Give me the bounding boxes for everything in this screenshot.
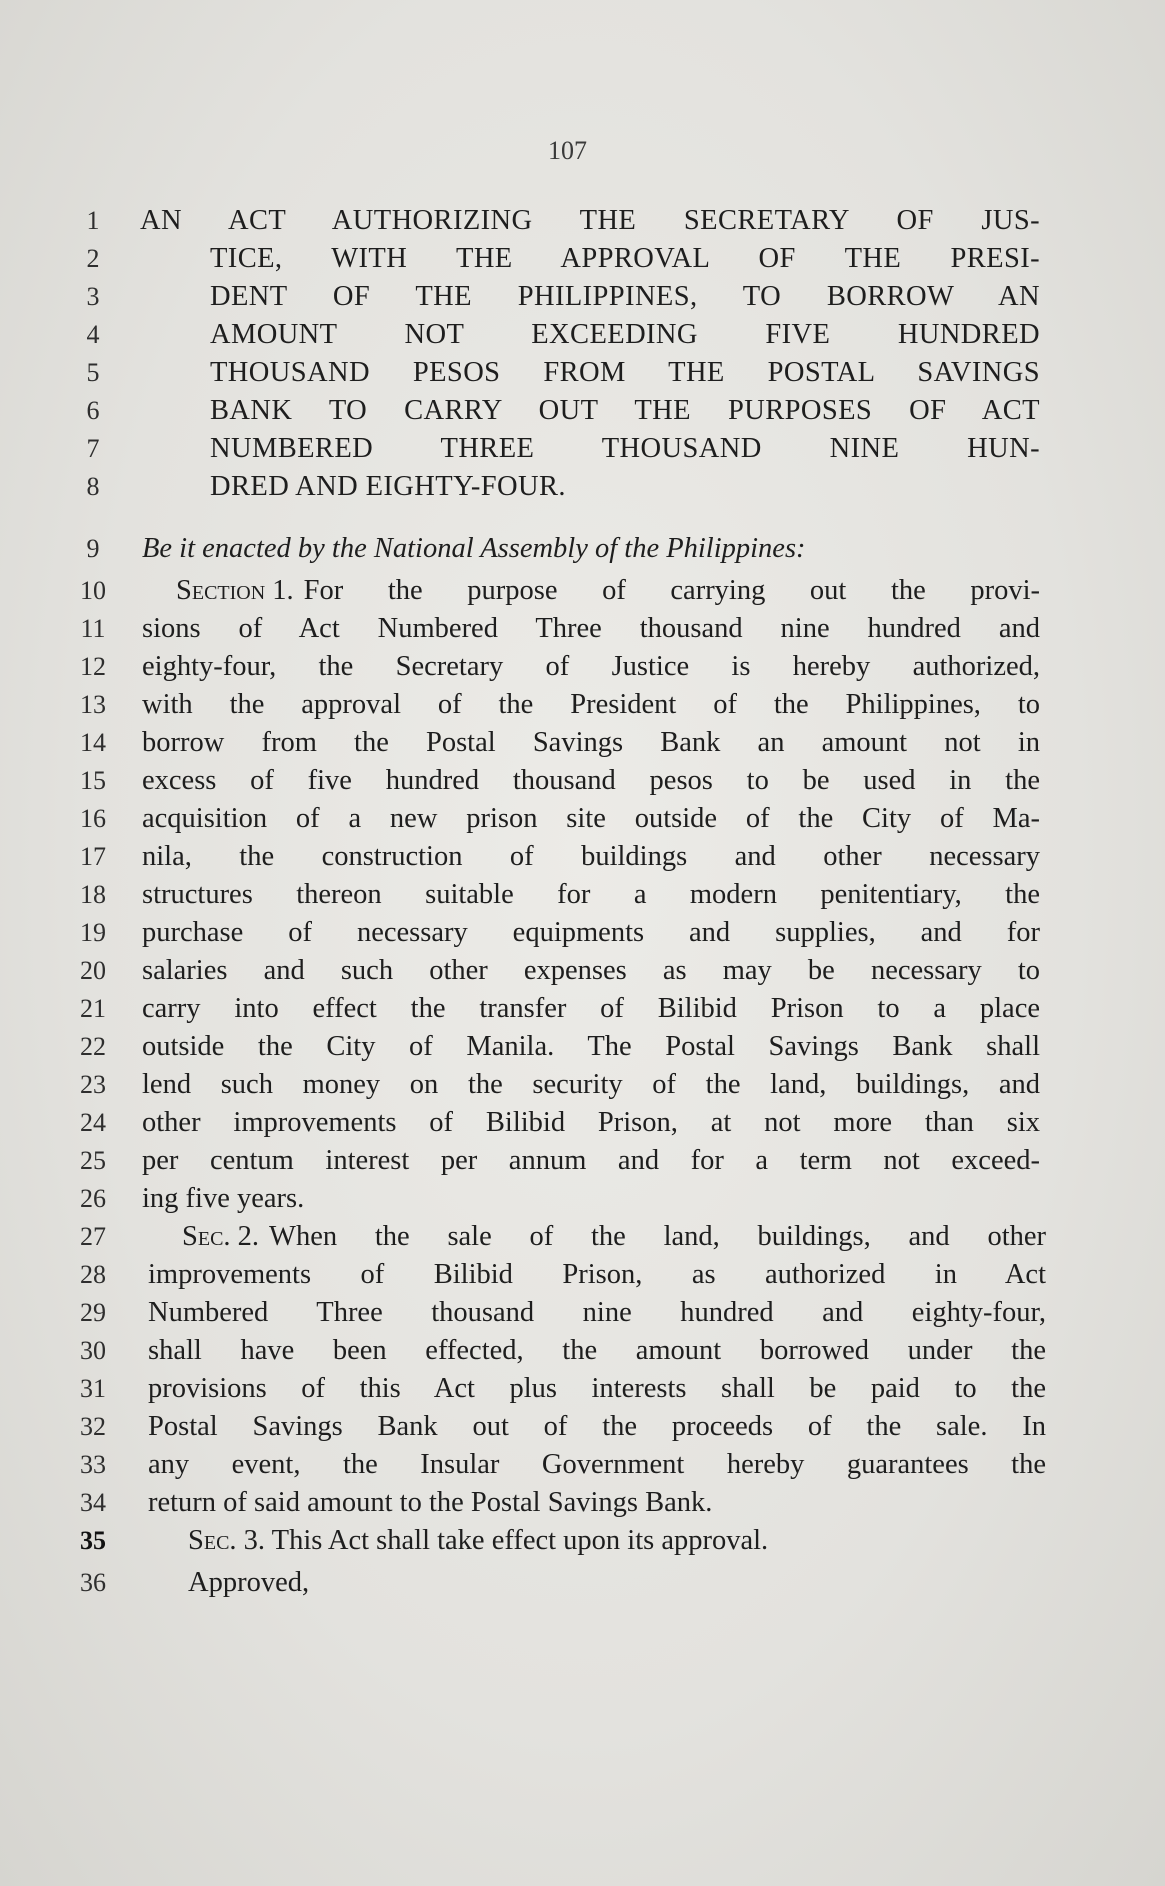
act-title-line: DRED AND EIGHTY-FOUR. bbox=[210, 471, 566, 502]
section-1-line: other improvements of Bilibid Prison, at not more than six bbox=[142, 1107, 1040, 1138]
section-1-line: per centum interest per annum and for a term not exceed- bbox=[142, 1145, 1040, 1176]
line-number: 31 bbox=[80, 1374, 106, 1403]
act-title-line: BANK TO CARRY OUT THE PURPOSES OF ACT bbox=[210, 395, 1040, 426]
section-2-line: Postal Savings Bank out of the proceeds of the sale. In bbox=[148, 1411, 1046, 1442]
line-number: 23 bbox=[80, 1070, 106, 1099]
line-number: 5 bbox=[86, 358, 100, 387]
line-number: 30 bbox=[80, 1336, 106, 1365]
section-1-line: borrow from the Postal Savings Bank an amount not in bbox=[142, 727, 1040, 758]
line-number: 17 bbox=[80, 842, 106, 871]
line-number: 16 bbox=[80, 804, 106, 833]
line-number: 34 bbox=[80, 1488, 106, 1517]
line-number: 8 bbox=[86, 472, 100, 501]
line-number: 4 bbox=[86, 320, 100, 349]
act-title-line: AMOUNT NOT EXCEEDING FIVE HUNDRED bbox=[210, 319, 1040, 350]
section-2-line: Numbered Three thousand nine hundred and eighty-four, bbox=[148, 1297, 1046, 1328]
section-1-line: purchase of necessary equipments and supplies, and for bbox=[142, 917, 1040, 948]
act-title-line: AN ACT AUTHORIZING THE SECRETARY OF JUS- bbox=[140, 205, 1040, 236]
section-1-text: For the purpose of carrying out the provi- bbox=[303, 575, 1040, 606]
line-number: 33 bbox=[80, 1450, 106, 1479]
section-1-first-line bbox=[176, 572, 1040, 610]
line-number: 22 bbox=[80, 1032, 106, 1061]
section-1-line: salaries and such other expenses as may be necessary to bbox=[142, 955, 1040, 986]
line-number: 14 bbox=[80, 728, 106, 757]
section-3-heading: Sec. 3. bbox=[188, 1525, 266, 1556]
line-number: 35 bbox=[80, 1526, 106, 1555]
section-2-line: shall have been effected, the amount borrowed under the bbox=[148, 1335, 1046, 1366]
section-1-line: outside the City of Manila. The Postal Savings Bank shall bbox=[142, 1031, 1040, 1062]
approved-text: Approved, bbox=[188, 1567, 310, 1598]
line-number: 12 bbox=[80, 652, 106, 681]
line-number: 26 bbox=[80, 1184, 106, 1213]
line-number: 28 bbox=[80, 1260, 106, 1289]
line-number: 3 bbox=[86, 282, 100, 311]
section-1-line: acquisition of a new prison site outside of the City of Ma- bbox=[142, 803, 1040, 834]
section-2-text: When the sale of the land, buildings, and other bbox=[269, 1221, 1046, 1252]
section-1-line: carry into effect the transfer of Bilibid Prison to a place bbox=[142, 993, 1040, 1024]
line-number: 36 bbox=[80, 1568, 106, 1597]
section-2-line: any event, the Insular Government hereby guarantees the bbox=[148, 1449, 1046, 1480]
line-number: 2 bbox=[86, 244, 100, 273]
line-number: 11 bbox=[80, 614, 106, 643]
section-1-line: eighty-four, the Secretary of Justice is hereby authorized, bbox=[142, 651, 1040, 682]
section-1-line: nila, the construction of buildings and other necessary bbox=[142, 841, 1040, 872]
enacting-clause: Be it enacted by the National Assembly of the Philippines: bbox=[142, 533, 806, 564]
line-number: 19 bbox=[80, 918, 106, 947]
line-number: 24 bbox=[80, 1108, 106, 1137]
act-title-line: NUMBERED THREE THOUSAND NINE HUN- bbox=[210, 433, 1040, 464]
section-1-line: excess of five hundred thousand pesos to be used in the bbox=[142, 765, 1040, 796]
line-number: 27 bbox=[80, 1222, 106, 1251]
line-number: 21 bbox=[80, 994, 106, 1023]
section-1-line: structures thereon suitable for a modern penitentiary, the bbox=[142, 879, 1040, 910]
line-number: 6 bbox=[86, 396, 100, 425]
section-2-line: improvements of Bilibid Prison, as authorized in Act bbox=[148, 1259, 1046, 1290]
line-number: 1 bbox=[86, 206, 100, 235]
line-number: 13 bbox=[80, 690, 106, 719]
section-3-line bbox=[188, 1522, 768, 1560]
line-number: 32 bbox=[80, 1412, 106, 1441]
line-number: 29 bbox=[80, 1298, 106, 1327]
line-number: 15 bbox=[80, 766, 106, 795]
line-number: 10 bbox=[80, 576, 106, 605]
section-2-line: provisions of this Act plus interests shall be paid to the bbox=[148, 1373, 1046, 1404]
act-title-line: TICE, WITH THE APPROVAL OF THE PRESI- bbox=[210, 243, 1040, 274]
line-number: 20 bbox=[80, 956, 106, 985]
line-number: 18 bbox=[80, 880, 106, 909]
line-number: 9 bbox=[86, 534, 100, 563]
act-title-line: DENT OF THE PHILIPPINES, TO BORROW AN bbox=[210, 281, 1040, 312]
act-title-line: THOUSAND PESOS FROM THE POSTAL SAVINGS bbox=[210, 357, 1040, 388]
section-1-line: lend such money on the security of the land, buildings, and bbox=[142, 1069, 1040, 1100]
section-1-line: sions of Act Numbered Three thousand nine hundred and bbox=[142, 613, 1040, 644]
line-number: 7 bbox=[86, 434, 100, 463]
section-1-line: with the approval of the President of the Philippines, to bbox=[142, 689, 1040, 720]
page-number: 107 bbox=[548, 136, 587, 165]
section-3-text: This Act shall take effect upon its approval. bbox=[271, 1525, 769, 1556]
section-1-heading: Section 1. bbox=[176, 575, 294, 606]
section-2-heading: Sec. 2. bbox=[182, 1221, 260, 1252]
section-2-line: return of said amount to the Postal Savings Bank. bbox=[148, 1487, 713, 1518]
line-number: 25 bbox=[80, 1146, 106, 1175]
section-2-first-line bbox=[182, 1218, 1046, 1256]
section-1-line: ing five years. bbox=[142, 1183, 305, 1214]
